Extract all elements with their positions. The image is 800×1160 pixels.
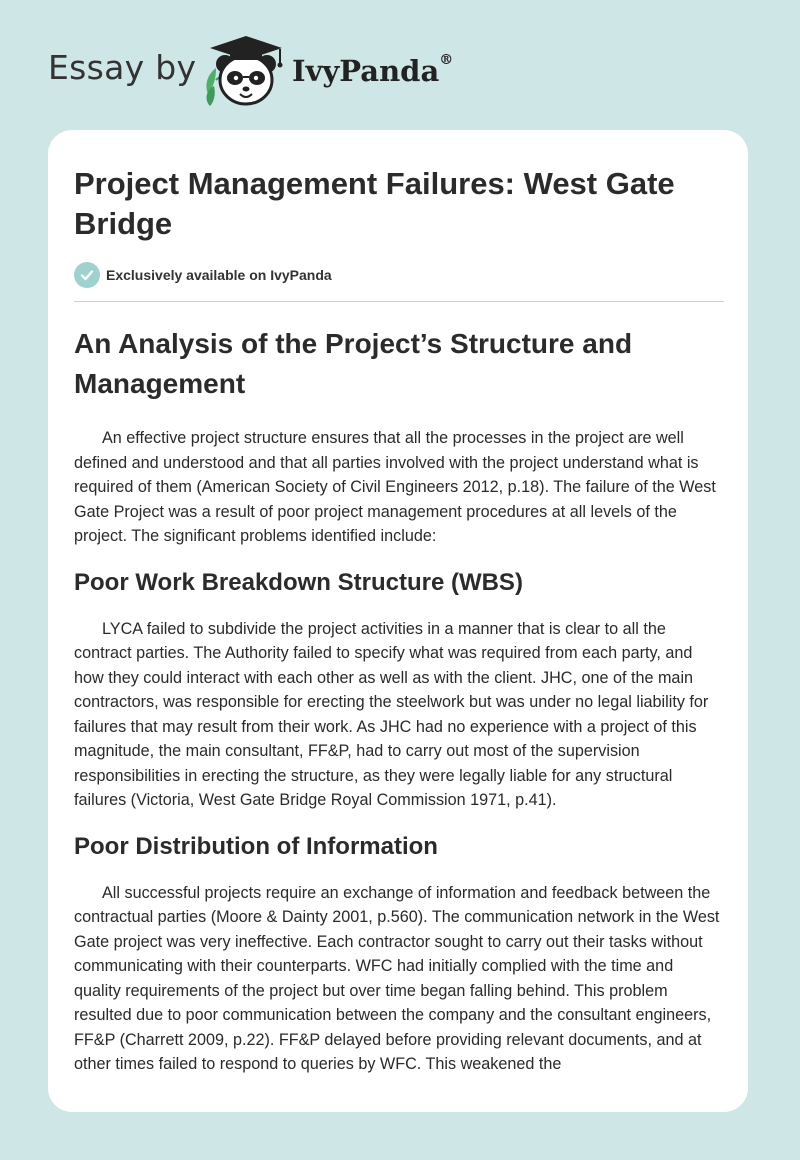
essay-card	[48, 130, 748, 1112]
section-heading: An Analysis of the Project’s Structure and Management	[74, 328, 633, 399]
panda-graduate-logo-icon[interactable]	[200, 34, 292, 108]
title-divider	[74, 301, 724, 302]
essay-by-label: Essay by	[48, 48, 197, 87]
brand-name-text: IvyPanda	[292, 54, 440, 88]
site-header	[0, 0, 800, 130]
subsection-paragraph-wbs: LYCA failed to subdivide the project activities in a manner that is clear to all the contract parties. The Authority failed to specify what was required from each party, and how they could interact with each other as well as with the client. JHC, one of the main contractors, was responsible for erecting the steelwork but was under no legal liability for failures that may result from their work. As JHC had no experience with a project of this magnitude, the main consultant, FF&P, had to carry out most of the supervision responsibilities in erecting the structure, as they were legally liable for any structural failures (Victoria, West Gate Bridge Royal Commission 1971, p.41).	[74, 619, 709, 809]
check-circle-icon	[74, 262, 100, 288]
subsection-heading-wbs: Poor Work Breakdown Structure (WBS)	[74, 568, 523, 596]
essay-title: Project Management Failures: West Gate Bridge	[74, 166, 675, 241]
exclusive-badge	[74, 262, 724, 288]
subsection-heading-information: Poor Distribution of Information	[74, 832, 438, 860]
exclusive-badge-label: Exclusively available on IvyPanda	[106, 267, 332, 283]
registered-mark: ®	[439, 52, 454, 68]
brand-name[interactable]	[292, 54, 453, 88]
essay-content	[74, 164, 724, 1077]
subsection-paragraph-information: All successful projects require an exchange of information and feedback between the contractual parties (Moore & Dainty 2001, p.560). The communication network in the West Gate project was very ineffective. Each contractor sought to carry out their tasks without communicating with their counterparts. WFC had initially complied with the time and quality requirements of the project but over time began falling behind. This problem resulted due to poor communication between the company and the consultant engineers, FF&P (Charrett 2009, p.22). FF&P delayed before providing relevant documents, and at other times failed to respond to queries by WFC. This weakened the	[74, 883, 720, 1073]
intro-paragraph: An effective project structure ensures that all the processes in the project are well defined and understood and that all parties involved with the project understand what is required of them (American Society of Civil Engineers 2012, p.18). The failure of the West Gate Project was a result of poor project management procedures at all levels of the project. The significant problems identified include:	[74, 429, 716, 545]
